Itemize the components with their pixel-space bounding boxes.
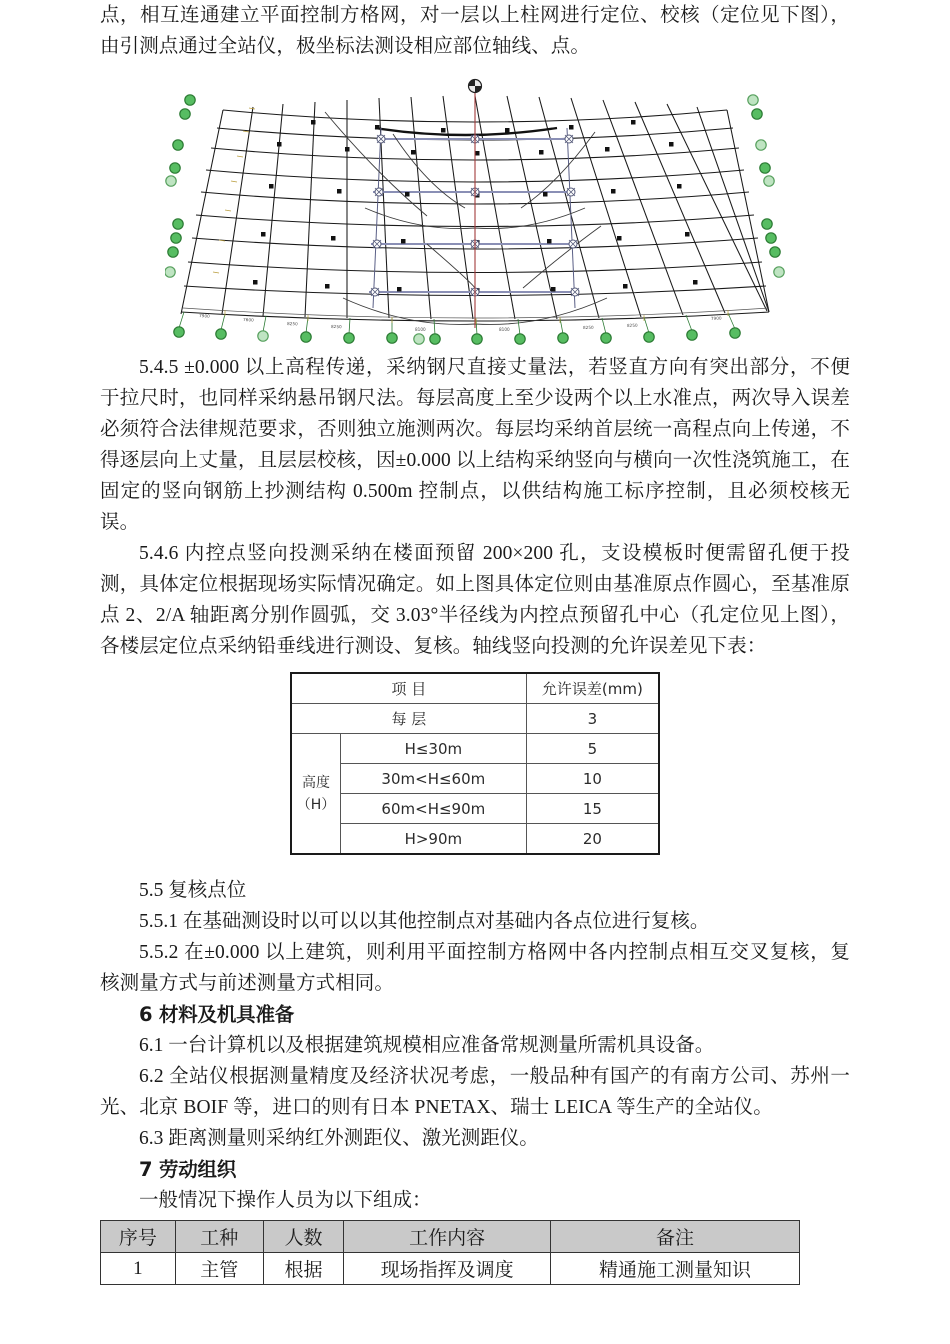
paragraph-5-4-6: 5.4.6 内控点竖向投测采纳在楼面预留 200×200 孔，支设模板时便需留孔便于投测，具体定位根据现场实际情况确定。如上图具体定位则由基准原点作圆心，至基准原点 2、2/A 轴距离分别作圆弧，交 3.03°半径线为内控点预留孔中心（孔定位见上图），各楼层定位点采纳铅垂线进行测设、复核。轴线竖向投测的允许误差见下表： [100, 543, 850, 657]
spec-item-0: 每 层 [291, 704, 526, 734]
site-control-grid-figure [100, 76, 850, 346]
labor-cell-remark: 精通施工测量知识 [551, 1253, 800, 1285]
svg-text:7900: 7900 [710, 315, 722, 321]
table-row-header [291, 673, 659, 704]
table-row [291, 704, 659, 734]
spec-item-1: H≤30m [340, 734, 526, 764]
paragraph-6-2: 6.2 全站仪根据测量精度及经济状况考虑，一般品种有国产的有南方公司、苏州一光、北京 BOIF 等，进口的则有日本 PNETAX、瑞士 LEICA 等生产的全站仪。 [100, 1066, 850, 1118]
svg-text:8100: 8100 [499, 327, 510, 332]
labor-header-no: 序号 [101, 1221, 176, 1253]
spec-header-tolerance: 允许误差(mm) [526, 673, 659, 704]
paragraph-5-4-5: 5.4.5 ±0.000 以上高程传递，采纳钢尺直接丈量法，若竖直方向有突出部分，不便于拉尺时，也同样采纳悬吊钢尺法。每层高度上至少设两个以上水准点，两次导入误差必须符合法律规范要求，否则独立施测两次。每层均采纳首层统一高程点向上传递，不得逐层向上丈量，且层层校核，因±0.000 以上结构采纳竖向与横向一次性浇筑施工，在固定的竖向钢筋上抄测结构 0.500m 控制点，以供结构施工标序控制，且必须校核无误。 [100, 357, 850, 533]
paragraph-7-intro: 一般情况下操作人员为以下组成： [139, 1190, 432, 1211]
grid-drawing [165, 76, 785, 346]
spec-header-item: 项 目 [291, 673, 526, 704]
paragraph-5-5-2: 5.5.2 在±0.000 以上建筑，则利用平面控制方格网中各内控制点相互交叉复核，复核测量方式与前述测量方式相同。 [100, 942, 850, 994]
spec-value-1: 5 [526, 734, 659, 764]
heading-5-5: 5.5 复核点位 [139, 880, 247, 901]
svg-text:8250: 8250 [330, 324, 342, 330]
axis-markers-left [165, 95, 195, 277]
svg-text:8250: 8250 [582, 324, 594, 330]
inner-control-lines [369, 139, 579, 292]
labor-organization-table [100, 1220, 800, 1285]
svg-text:7900: 7900 [198, 313, 210, 319]
spec-item-2: 30m<H≤60m [340, 764, 526, 794]
datum-origin-icon [469, 80, 482, 93]
spec-value-2: 10 [526, 764, 659, 794]
table-row [291, 734, 659, 764]
tolerance-table [290, 672, 660, 855]
svg-text:7600: 7600 [242, 317, 254, 323]
spec-item-3: 60m<H≤90m [340, 794, 526, 824]
svg-text:8250: 8250 [626, 322, 638, 328]
labor-cell-work: 现场指挥及调度 [344, 1253, 551, 1285]
labor-cell-no: 1 [101, 1253, 176, 1285]
paragraph-5-5-1: 5.5.1 在基础测设时以可以以其他控制点对基础内各点位进行复核。 [139, 911, 710, 932]
labor-cell-count: 根据 [263, 1253, 343, 1285]
spec-value-0: 3 [526, 704, 659, 734]
table-row [291, 824, 659, 855]
spec-item-4: H>90m [340, 824, 526, 855]
labor-header-count: 人数 [263, 1221, 343, 1253]
spec-height-group-label: 高度 （H） [291, 734, 340, 855]
heading-6: 6 材料及机具准备 [139, 1003, 295, 1026]
labor-header-job: 工种 [175, 1221, 263, 1253]
table-row [101, 1253, 800, 1285]
spec-value-4: 20 [526, 824, 659, 855]
labor-header-work: 工作内容 [344, 1221, 551, 1253]
spec-value-3: 15 [526, 794, 659, 824]
axis-markers-right [748, 95, 784, 277]
svg-text:8250: 8250 [286, 321, 298, 327]
table-row [291, 794, 659, 824]
paragraph-6-3: 6.3 距离测量则采纳红外测距仪、激光测距仪。 [139, 1128, 539, 1149]
svg-text:8100: 8100 [415, 327, 426, 332]
table-row-header [101, 1221, 800, 1253]
axis-markers-bottom [174, 312, 740, 344]
heading-7: 7 劳动组织 [139, 1158, 237, 1181]
labor-cell-job: 主管 [175, 1253, 263, 1285]
table-row [291, 764, 659, 794]
dimension-labels [199, 313, 722, 332]
paragraph-continuation: 点，相互连通建立平面控制方格网，对一层以上柱网进行定位、校核（定位见下图），由引测点通过全站仪，极坐标法测设相应部位轴线、点。 [100, 5, 850, 57]
tolerance-table-wrapper [100, 672, 850, 855]
labor-table-wrapper [100, 1220, 850, 1285]
paragraph-6-1: 6.1 一台计算机以及根据建筑规模相应准备常规测量所需机具设备。 [139, 1035, 715, 1056]
labor-header-remark: 备注 [551, 1221, 800, 1253]
